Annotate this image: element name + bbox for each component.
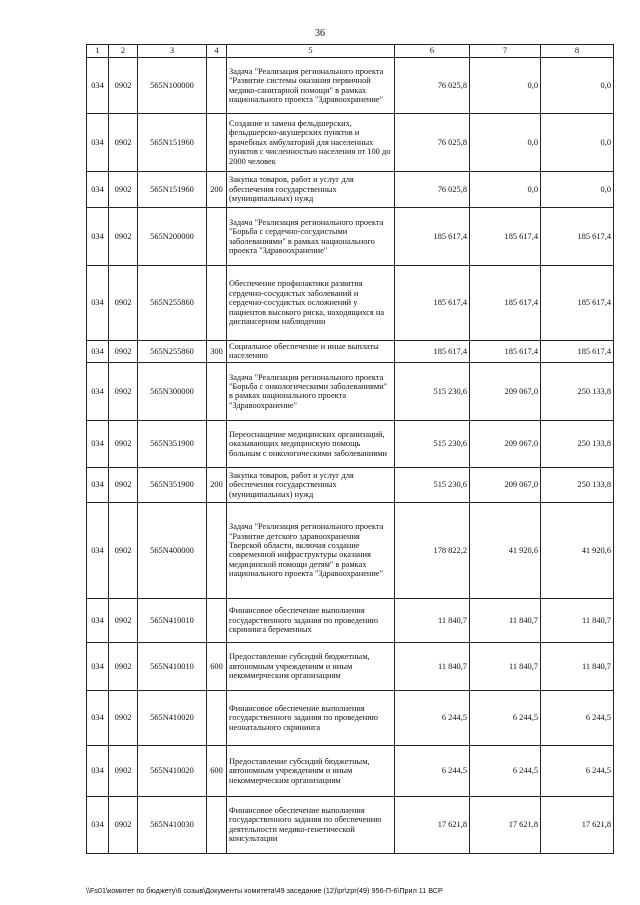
section-code-cell: 0902	[109, 467, 138, 502]
column-header: 7	[470, 45, 541, 58]
target-article-cell: 565N255860	[138, 341, 207, 363]
description-cell: Задача "Реализация регионального проекта "Борьба с онкологическими заболеваниями" в рамках национального проекта "Здравоохранение"	[227, 362, 395, 420]
table-row	[87, 796, 614, 853]
admin-code-cell: 034	[87, 114, 109, 172]
table-row	[87, 642, 614, 690]
target-article-cell: 565N100000	[138, 58, 207, 114]
target-article-cell: 565N351900	[138, 420, 207, 467]
admin-code-cell: 034	[87, 172, 109, 208]
expense-type-cell: 200	[207, 467, 227, 502]
amount-col8-cell: 0,0	[541, 172, 614, 208]
description-cell: Задача "Реализация регионального проекта "Развитие системы оказания первичной медико-санитарной помощи" в рамках национального проекта "Здравоохранение"	[227, 58, 395, 114]
budget-table	[86, 44, 614, 854]
amount-col6-cell: 76 025,8	[395, 114, 470, 172]
admin-code-cell: 034	[87, 642, 109, 690]
amount-col8-cell: 0,0	[541, 58, 614, 114]
admin-code-cell: 034	[87, 690, 109, 745]
target-article-cell: 565N200000	[138, 208, 207, 266]
amount-col6-cell: 76 025,8	[395, 172, 470, 208]
description-cell: Финансовое обеспечение выполнения государственного задания по проведению скрининга беременных	[227, 598, 395, 642]
amount-col6-cell: 185 617,4	[395, 341, 470, 363]
admin-code-cell: 034	[87, 467, 109, 502]
amount-col8-cell: 11 840,7	[541, 598, 614, 642]
amount-col6-cell: 11 840,7	[395, 642, 470, 690]
target-article-cell: 565N300000	[138, 362, 207, 420]
table-row	[87, 341, 614, 363]
expense-type-cell: 300	[207, 341, 227, 363]
section-code-cell: 0902	[109, 642, 138, 690]
amount-col7-cell: 0,0	[470, 58, 541, 114]
expense-type-cell	[207, 58, 227, 114]
amount-col8-cell: 250 133,8	[541, 467, 614, 502]
expense-type-cell	[207, 796, 227, 853]
column-header: 3	[138, 45, 207, 58]
amount-col8-cell: 0,0	[541, 114, 614, 172]
target-article-cell: 565N400000	[138, 502, 207, 598]
admin-code-cell: 034	[87, 502, 109, 598]
description-cell: Предоставление субсидий бюджетным, автономным учреждениям и иным некоммерческим организациям	[227, 642, 395, 690]
amount-col8-cell: 185 617,4	[541, 208, 614, 266]
admin-code-cell: 034	[87, 266, 109, 341]
amount-col6-cell: 17 621,8	[395, 796, 470, 853]
amount-col6-cell: 185 617,4	[395, 266, 470, 341]
admin-code-cell: 034	[87, 420, 109, 467]
table-row	[87, 598, 614, 642]
target-article-cell: 565N410030	[138, 796, 207, 853]
table-row	[87, 208, 614, 266]
amount-col6-cell: 76 025,8	[395, 58, 470, 114]
page-number: 36	[315, 28, 325, 39]
section-code-cell: 0902	[109, 502, 138, 598]
target-article-cell: 565N255860	[138, 266, 207, 341]
amount-col7-cell: 185 617,4	[470, 208, 541, 266]
amount-col8-cell: 250 133,8	[541, 420, 614, 467]
section-code-cell: 0902	[109, 266, 138, 341]
amount-col7-cell: 0,0	[470, 172, 541, 208]
admin-code-cell: 034	[87, 598, 109, 642]
amount-col7-cell: 209 067,0	[470, 362, 541, 420]
column-header: 2	[109, 45, 138, 58]
section-code-cell: 0902	[109, 341, 138, 363]
expense-type-cell	[207, 690, 227, 745]
amount-col6-cell: 11 840,7	[395, 598, 470, 642]
table-row	[87, 745, 614, 796]
table-row	[87, 502, 614, 598]
description-cell: Переоснащение медицинских организаций, оказывающих медицинскую помощь больным с онкологическими заболеваниями	[227, 420, 395, 467]
table-row	[87, 420, 614, 467]
description-cell: Предоставление субсидий бюджетным, автономным учреждениям и иным некоммерческим организациям	[227, 745, 395, 796]
expense-type-cell	[207, 114, 227, 172]
amount-col7-cell: 0,0	[470, 114, 541, 172]
section-code-cell: 0902	[109, 690, 138, 745]
target-article-cell: 565N151960	[138, 114, 207, 172]
table-row	[87, 362, 614, 420]
target-article-cell: 565N351900	[138, 467, 207, 502]
amount-col8-cell: 17 621,8	[541, 796, 614, 853]
table-header-row	[87, 45, 614, 58]
admin-code-cell: 034	[87, 362, 109, 420]
amount-col8-cell: 6 244,5	[541, 745, 614, 796]
amount-col8-cell: 11 840,7	[541, 642, 614, 690]
target-article-cell: 565N410010	[138, 642, 207, 690]
amount-col6-cell: 178 822,2	[395, 502, 470, 598]
table-row	[87, 266, 614, 341]
target-article-cell: 565N410020	[138, 690, 207, 745]
expense-type-cell	[207, 420, 227, 467]
expense-type-cell: 200	[207, 172, 227, 208]
description-cell: Обеспечение профилактики развития сердечно-сосудистых заболеваний и сердечно-сосудистых осложнений у пациентов высокого риска, находящихся на диспансерном наблюдении	[227, 266, 395, 341]
section-code-cell: 0902	[109, 796, 138, 853]
amount-col6-cell: 515 230,6	[395, 362, 470, 420]
section-code-cell: 0902	[109, 420, 138, 467]
admin-code-cell: 034	[87, 341, 109, 363]
column-header: 5	[227, 45, 395, 58]
amount-col7-cell: 11 840,7	[470, 642, 541, 690]
section-code-cell: 0902	[109, 598, 138, 642]
description-cell: Закупка товаров, работ и услуг для обеспечения государственных (муниципальных) нужд	[227, 172, 395, 208]
description-cell: Создание и замена фельдшерских, фельдшерско-акушерских пунктов и врачебных амбулаторий для населенных пунктов с численностью населения от 100 до 2000 человек	[227, 114, 395, 172]
expense-type-cell: 600	[207, 642, 227, 690]
column-header: 6	[395, 45, 470, 58]
admin-code-cell: 034	[87, 745, 109, 796]
amount-col8-cell: 250 133,8	[541, 362, 614, 420]
section-code-cell: 0902	[109, 208, 138, 266]
table-row	[87, 467, 614, 502]
description-cell: Финансовое обеспечение выполнения государственного задания по обеспечению деятельности медико-генетической консультации	[227, 796, 395, 853]
amount-col7-cell: 185 617,4	[470, 341, 541, 363]
expense-type-cell	[207, 208, 227, 266]
expense-type-cell	[207, 598, 227, 642]
amount-col8-cell: 41 920,6	[541, 502, 614, 598]
amount-col7-cell: 17 621,8	[470, 796, 541, 853]
table-row	[87, 690, 614, 745]
table-row	[87, 172, 614, 208]
section-code-cell: 0902	[109, 362, 138, 420]
column-header: 8	[541, 45, 614, 58]
amount-col8-cell: 185 617,4	[541, 341, 614, 363]
amount-col7-cell: 6 244,5	[470, 690, 541, 745]
amount-col8-cell: 185 617,4	[541, 266, 614, 341]
amount-col7-cell: 6 244,5	[470, 745, 541, 796]
description-cell: Задача "Реализация регионального проекта "Борьба с сердечно-сосудистыми заболеваниями" в рамках национального проекта "Здравоохранение"	[227, 208, 395, 266]
section-code-cell: 0902	[109, 745, 138, 796]
amount-col8-cell: 6 244,5	[541, 690, 614, 745]
amount-col7-cell: 11 840,7	[470, 598, 541, 642]
amount-col6-cell: 515 230,6	[395, 420, 470, 467]
column-header: 1	[87, 45, 109, 58]
amount-col6-cell: 185 617,4	[395, 208, 470, 266]
target-article-cell: 565N151960	[138, 172, 207, 208]
amount-col7-cell: 41 920,6	[470, 502, 541, 598]
description-cell: Финансовое обеспечение выполнения государственного задания по проведению неонатального скрининга	[227, 690, 395, 745]
description-cell: Закупка товаров, работ и услуг для обеспечения государственных (муниципальных) нужд	[227, 467, 395, 502]
expense-type-cell	[207, 266, 227, 341]
amount-col7-cell: 209 067,0	[470, 467, 541, 502]
amount-col7-cell: 185 617,4	[470, 266, 541, 341]
target-article-cell: 565N410010	[138, 598, 207, 642]
amount-col6-cell: 6 244,5	[395, 690, 470, 745]
expense-type-cell	[207, 502, 227, 598]
footer-file-path: \\Fs01\комитет по бюджету\6 созыв\Документы комитета\49 заседание (12)\pr\zpr(49) 956-П-6\Прил 11 ВСР	[86, 886, 443, 895]
section-code-cell: 0902	[109, 58, 138, 114]
section-code-cell: 0902	[109, 114, 138, 172]
section-code-cell: 0902	[109, 172, 138, 208]
table-row	[87, 114, 614, 172]
admin-code-cell: 034	[87, 58, 109, 114]
expense-type-cell	[207, 362, 227, 420]
amount-col7-cell: 209 067,0	[470, 420, 541, 467]
column-header: 4	[207, 45, 227, 58]
amount-col6-cell: 515 230,6	[395, 467, 470, 502]
admin-code-cell: 034	[87, 796, 109, 853]
amount-col6-cell: 6 244,5	[395, 745, 470, 796]
table-row	[87, 58, 614, 114]
description-cell: Задача "Реализация регионального проекта "Развитие детского здравоохранения Тверской области, включая создание современной инфраструктуры оказания медицинской помощи детям" в рамках национального проекта "Здравоохранение"	[227, 502, 395, 598]
expense-type-cell: 600	[207, 745, 227, 796]
admin-code-cell: 034	[87, 208, 109, 266]
description-cell: Социальное обеспечение и иные выплаты населению	[227, 341, 395, 363]
target-article-cell: 565N410020	[138, 745, 207, 796]
